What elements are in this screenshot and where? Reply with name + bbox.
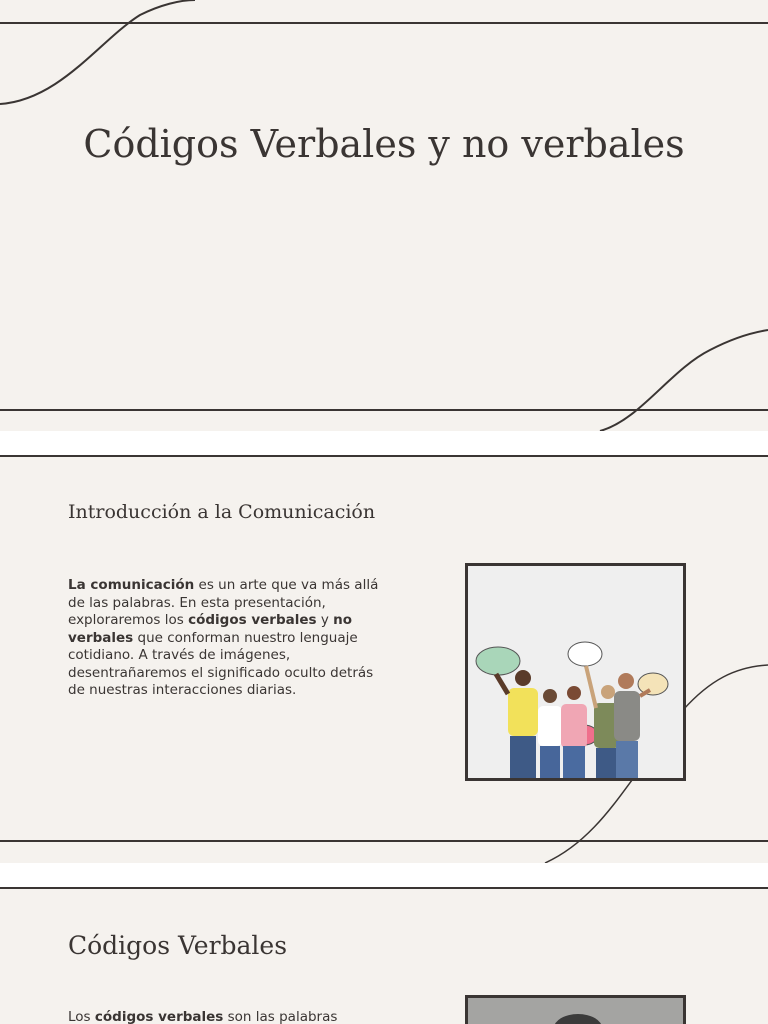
- slide-gap: [0, 863, 768, 887]
- decorative-curve-top-left: [0, 0, 768, 431]
- slide-title: [0, 0, 768, 431]
- text-run: y: [316, 612, 334, 628]
- text-run: que conforman nuestro lenguaje cotidiano. A través de imágenes, desentrañaremos el significado oculto detrás de nuestras interacciones diarias.: [68, 629, 374, 698]
- top-rule: [0, 22, 768, 24]
- presentation-title: Códigos Verbales y no verbales: [83, 122, 685, 166]
- group-photo: [465, 563, 686, 781]
- bold-term: códigos verbales: [94, 1009, 224, 1024]
- slide-verbal: [0, 887, 768, 1024]
- top-rule: [0, 455, 768, 457]
- portrait-photo: [465, 995, 686, 1024]
- intro-paragraph: [68, 577, 388, 700]
- slide-gap: [0, 431, 768, 455]
- bold-term: no verbales: [68, 612, 353, 646]
- text-run: es un arte que va más allá de las palabras. En esta presentación, exploraremos los: [68, 577, 379, 628]
- top-rule: [0, 887, 768, 889]
- text-run: son las palabras: [223, 1009, 338, 1024]
- bottom-rule: [0, 840, 768, 842]
- bottom-rule: [0, 409, 768, 411]
- section-heading: Códigos Verbales: [68, 931, 288, 960]
- verbal-paragraph: [68, 1009, 388, 1024]
- section-heading: Introducción a la Comunicación: [68, 501, 376, 523]
- bold-term: La comunicación: [68, 577, 195, 593]
- bold-term: códigos verbales: [188, 612, 317, 628]
- text-run: Los: [68, 1009, 95, 1024]
- people-with-speech-bubbles-illustration: [468, 566, 683, 778]
- slide-intro: [0, 455, 768, 863]
- portrait-illustration: [468, 998, 683, 1024]
